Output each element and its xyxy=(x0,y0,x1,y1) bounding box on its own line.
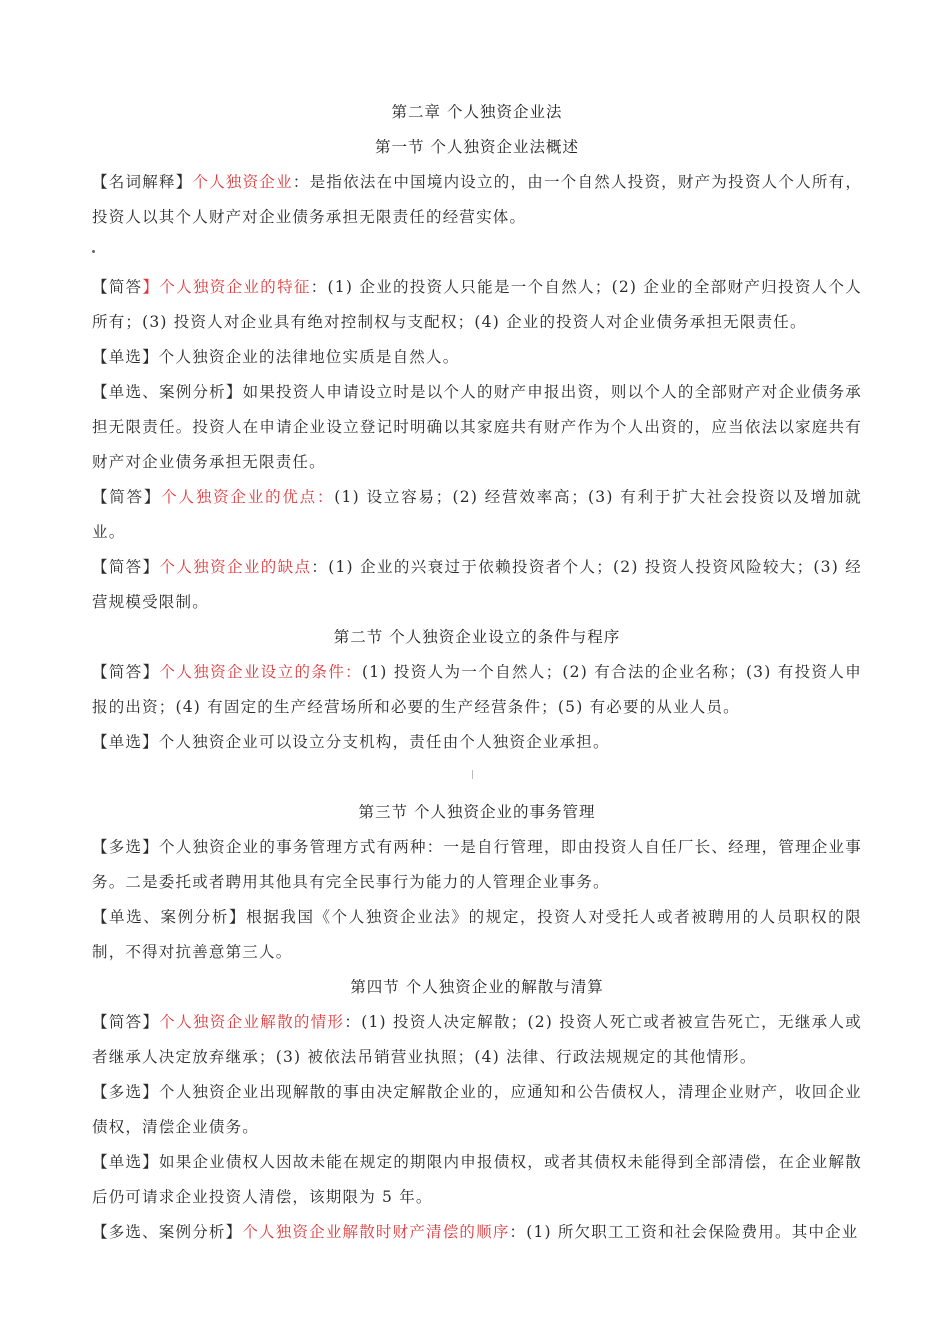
highlighted-term: 个人独资企业解散的情形 xyxy=(159,1013,345,1031)
paragraph-text: ：是指依法在中国境内设立的，由一个自然人投资，财产为投资人个人所有，投资人以其个人财产对企业债务承担无限责任的经营实体。 xyxy=(92,173,863,226)
short-answer-paragraph xyxy=(92,270,862,340)
stray-mark xyxy=(92,760,862,795)
tag-bracket: 】 xyxy=(142,278,160,296)
tag-label: 【简答 xyxy=(92,278,143,296)
highlighted-term: 个人独资企业设立的条件： xyxy=(159,663,362,681)
chapter-title: 第二章 个人独资企业法 xyxy=(391,103,563,121)
stray-dot xyxy=(92,235,862,270)
case-analysis-paragraph xyxy=(92,1215,862,1250)
case-analysis-paragraph: 【单选、案例分析】根据我国《个人独资企业法》的规定，投资人对受托人或者被聘用的人员职权的限制，不得对抗善意第三人。 xyxy=(92,908,862,961)
single-choice-paragraph: 【单选】如果企业债权人因故未能在规定的期限内申报债权，或者其债权未能得到全部清偿，在企业解散后仍可请求企业投资人清偿，该期限为 5 年。 xyxy=(92,1153,862,1206)
paragraph-text: ：(1) 投资人决定解散；(2) 投资人死亡或者被宣告死亡，无继承人或者继承人决定放弃继承；(3) 被依法吊销营业执照；(4) 法律、行政法规规定的其他情形。 xyxy=(92,1013,862,1066)
case-analysis-paragraph: 【单选、案例分析】如果投资人申请设立时是以个人的财产申报出资，则以个人的全部财产对企业债务承担无限责任。投资人在申请企业设立登记时明确以其家庭共有财产作为个人出资的，应当依法以家庭共有财产对企业债务承担无限责任。 xyxy=(92,383,862,471)
tag-label: 【多选、案例分析】 xyxy=(92,1223,243,1241)
paragraph-text: (1) 投资人为一个自然人；(2) 有合法的企业名称；(3) 有投资人申报的出资；(4) 有固定的生产经营场所和必要的生产经营条件；(5) 有必要的从业人员。 xyxy=(92,663,862,716)
short-answer-paragraph xyxy=(92,480,862,550)
paragraph-text: (1) 设立容易；(2) 经营效率高；(3) 有利于扩大社会投资以及增加就业。 xyxy=(92,488,862,541)
tag-label: 【简答】 xyxy=(92,663,160,681)
single-choice-paragraph: 【单选】个人独资企业可以设立分支机构，责任由个人独资企业承担。 xyxy=(92,733,610,751)
paragraph-text: ：(1) 所欠职工工资和社会保险费用。其中企业 xyxy=(509,1223,859,1241)
multiple-choice-paragraph: 【多选】个人独资企业的事务管理方式有两种：一是自行管理，即由投资人自任厂长、经理，管理企业事务。二是委托或者聘用其他具有完全民事行为能力的人管理企业事务。 xyxy=(92,838,862,891)
short-answer-paragraph xyxy=(92,655,862,725)
tag-label: 【简答】 xyxy=(92,558,160,576)
highlighted-term: 个人独资企业的缺点 xyxy=(159,558,312,576)
highlighted-term: 个人独资企业的优点： xyxy=(161,488,335,506)
tag-label: 【简答】 xyxy=(92,488,162,506)
section-title: 第三节 个人独资企业的事务管理 xyxy=(358,803,596,821)
short-answer-paragraph xyxy=(92,550,862,620)
tag-label: 【名词解释】 xyxy=(92,173,193,191)
paragraph-text: ：(1) 企业的投资人只能是一个自然人；(2) 企业的全部财产归投资人个人所有；(3) 投资人对企业具有绝对控制权与支配权；(4) 企业的投资人对企业债务承担无限责任。 xyxy=(92,278,862,331)
document-page xyxy=(92,95,862,1250)
single-choice-paragraph: 【单选】个人独资企业的法律地位实质是自然人。 xyxy=(92,348,460,366)
highlighted-term: 个人独资企业的特征 xyxy=(159,278,311,296)
section-title: 第一节 个人独资企业法概述 xyxy=(375,138,579,156)
definition-paragraph xyxy=(92,165,862,235)
section-title: 第二节 个人独资企业设立的条件与程序 xyxy=(333,628,621,646)
short-answer-paragraph xyxy=(92,1005,862,1075)
section-title: 第四节 个人独资企业的解散与清算 xyxy=(350,978,604,996)
highlighted-term: 个人独资企业 xyxy=(192,173,293,191)
paragraph-text: ：(1) 企业的兴衰过于依赖投资者个人；(2) 投资人投资风险较大；(3) 经营规模受限制。 xyxy=(92,558,862,611)
tag-label: 【简答】 xyxy=(92,1013,160,1031)
multiple-choice-paragraph: 【多选】个人独资企业出现解散的事由决定解散企业的，应通知和公告债权人，清理企业财产，收回企业债权，清偿企业债务。 xyxy=(92,1083,862,1136)
highlighted-term: 个人独资企业解散时财产清偿的顺序 xyxy=(242,1223,510,1241)
